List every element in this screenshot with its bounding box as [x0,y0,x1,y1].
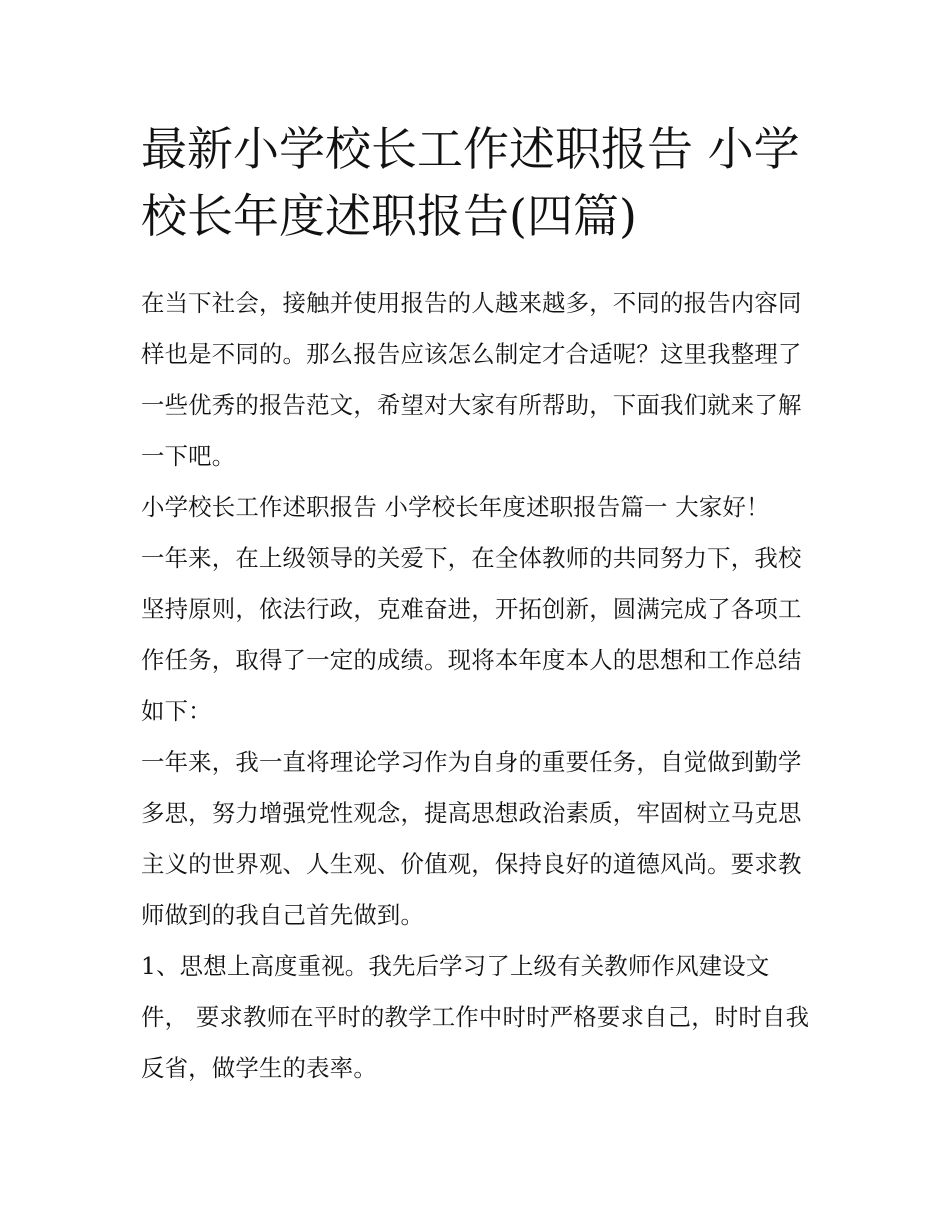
document-title: 最新小学校长工作述职报告 小学校长年度述职报告(四篇) [141,122,800,243]
study-paragraph: 一年来，我一直将理论学习作为自身的重要任务，自觉做到勤学多思，努力增强党性观念，提高思想政治素质，牢固树立马克思主义的世界观、人生观、价值观，保持良好的道德风尚。要求教师做到的我自己首先做到。 [141,748,802,929]
section-heading-paragraph: 小学校长工作述职报告 小学校长年度述职报告篇一 大家好！ [141,493,770,521]
summary-paragraph: 一年来，在上级领导的关爱下，在全体教师的共同努力下，我校坚持原则，依法行政，克难奋进，开拓创新，圆满完成了各项工作任务，取得了一定的成绩。现将本年度本人的思想和工作总结如下： [141,544,802,725]
intro-paragraph: 在当下社会，接触并使用报告的人越来越多，不同的报告内容同样也是不同的。那么报告应该怎么制定才合适呢？这里我整理了一些优秀的报告范文，希望对大家有所帮助，下面我们就来了解一下吧。 [141,289,802,470]
point-one-paragraph: 1、思想上高度重视。我先后学习了上级有关教师作风建设文件， 要求教师在平时的教学工作中时时严格要求自己，时时自我反省，做学生的表率。 [141,952,810,1082]
document-body [141,278,813,1094]
